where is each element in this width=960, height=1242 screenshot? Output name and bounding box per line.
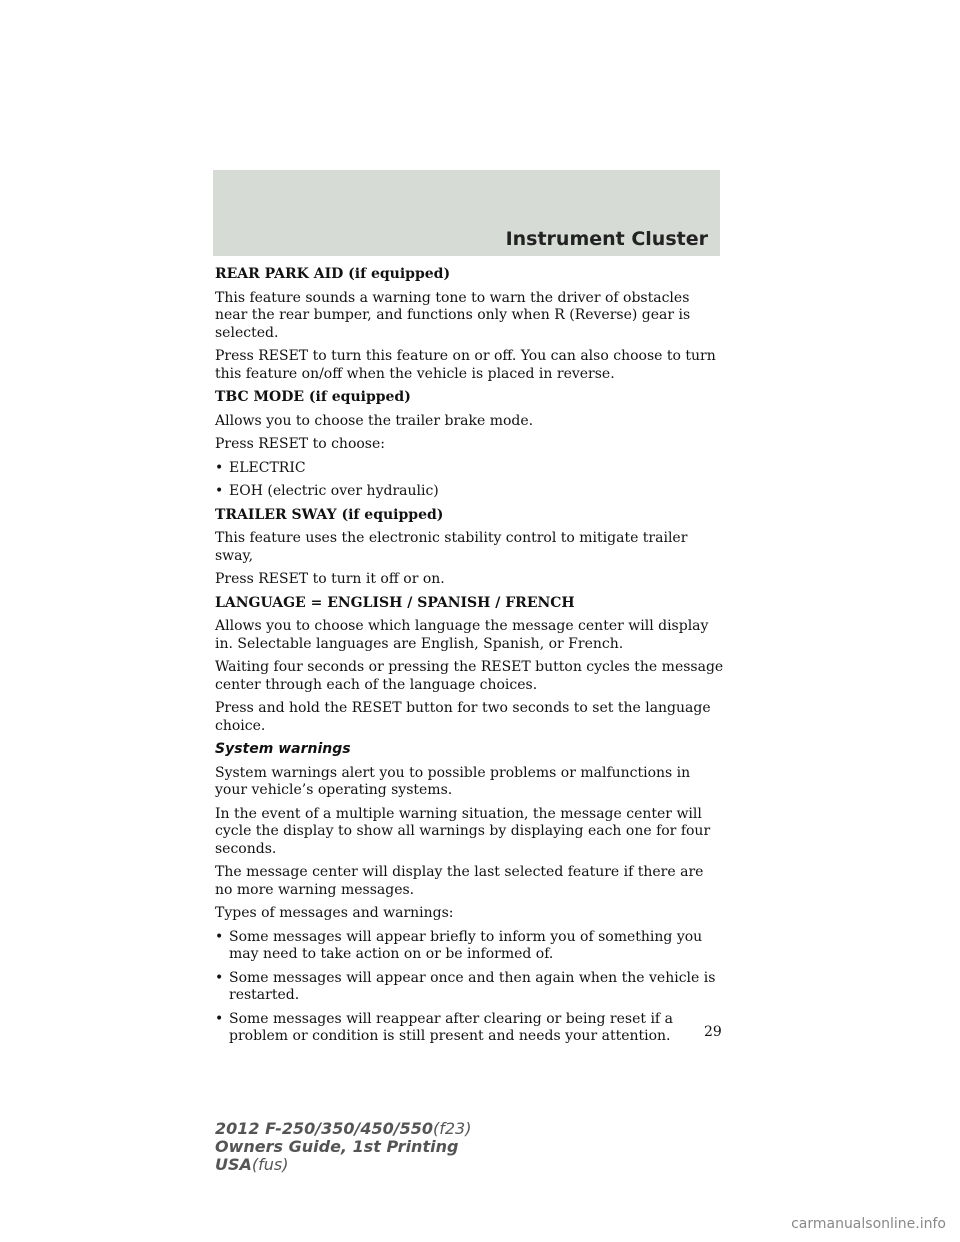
footer-market-code: (fus) xyxy=(251,1155,289,1174)
tbc-mode-bullet xyxy=(215,460,725,478)
bullet-marker: • xyxy=(215,1010,224,1027)
system-warnings-bullet xyxy=(215,1011,725,1046)
bullet-marker: • xyxy=(215,459,224,476)
rear-park-aid-paragraph-2: Press RESET to turn this feature on or off. You can also choose to turn this feature on/off when the vehicle is placed in reverse. xyxy=(215,348,716,382)
section-title: Instrument Cluster xyxy=(505,228,708,250)
bullet-text: Some messages will appear once and then again when the vehicle is restarted. xyxy=(229,969,716,1003)
footer-line-1 xyxy=(215,1120,471,1138)
system-warnings-bullet xyxy=(215,929,725,964)
language-paragraph-1: Allows you to choose which language the message center will display in. Selectable languages are English, Spanish, or French. xyxy=(215,618,709,652)
system-warnings-bullet xyxy=(215,970,725,1005)
bullet-text: EOH (electric over hydraulic) xyxy=(229,483,439,499)
page-content xyxy=(215,266,725,1052)
trailer-sway-paragraph-1: This feature uses the electronic stability control to mitigate trailer sway, xyxy=(215,530,688,564)
footer-printing: Owners Guide, 1st Printing xyxy=(215,1137,459,1156)
footer-line-2 xyxy=(215,1138,471,1156)
trailer-sway-paragraph-2: Press RESET to turn it off or on. xyxy=(215,571,445,587)
bullet-marker: • xyxy=(215,928,224,945)
footer-model-code: (f23) xyxy=(433,1119,472,1138)
language-paragraph-2: Waiting four seconds or pressing the RESET button cycles the message center through each of the language choices. xyxy=(215,659,724,693)
system-warnings-paragraph-3: The message center will display the last selected feature if there are no more warning messages. xyxy=(215,864,704,898)
bullet-text: Some messages will appear briefly to inform you of something you may need to take action on or be informed of. xyxy=(229,928,703,962)
tbc-mode-paragraph-1: Allows you to choose the trailer brake mode. xyxy=(215,412,534,429)
bullet-marker: • xyxy=(215,483,224,499)
footer-imprint xyxy=(215,1120,471,1174)
trailer-sway-heading: TRAILER SWAY (if equipped) xyxy=(215,506,444,523)
tbc-mode-paragraph-2: Press RESET to choose: xyxy=(215,436,385,452)
footer-line-3 xyxy=(215,1156,471,1174)
bullet-marker: • xyxy=(215,969,224,986)
language-paragraph-3: Press and hold the RESET button for two seconds to set the language choice. xyxy=(215,700,711,734)
system-warnings-heading: System warnings xyxy=(215,741,351,757)
system-warnings-paragraph-4: Types of messages and warnings: xyxy=(215,905,454,921)
bullet-text: ELECTRIC xyxy=(229,459,306,476)
system-warnings-paragraph-1: System warnings alert you to possible problems or malfunctions in your vehicle’s operating systems. xyxy=(215,764,691,798)
system-warnings-paragraph-2: In the event of a multiple warning situation, the message center will cycle the display to show all warnings by displaying each one for four seconds. xyxy=(215,805,711,857)
page-number: 29 xyxy=(704,1024,722,1040)
tbc-mode-heading: TBC MODE (if equipped) xyxy=(215,389,411,405)
rear-park-aid-heading: REAR PARK AID (if equipped) xyxy=(215,266,451,282)
footer-model: 2012 F-250/350/450/550 xyxy=(215,1119,433,1138)
language-heading: LANGUAGE = ENGLISH / SPANISH / FRENCH xyxy=(215,594,575,611)
watermark: carmanualsonline.info xyxy=(791,1216,946,1232)
tbc-mode-bullet xyxy=(215,483,725,501)
header-band xyxy=(213,170,720,256)
footer-market: USA xyxy=(215,1155,252,1174)
rear-park-aid-paragraph-1: This feature sounds a warning tone to warn the driver of obstacles near the rear bumper, and functions only when R (Reverse) gear is selected. xyxy=(215,289,691,341)
bullet-text: Some messages will reappear after clearing or being reset if a problem or condition is still present and needs your attention. xyxy=(229,1010,673,1044)
